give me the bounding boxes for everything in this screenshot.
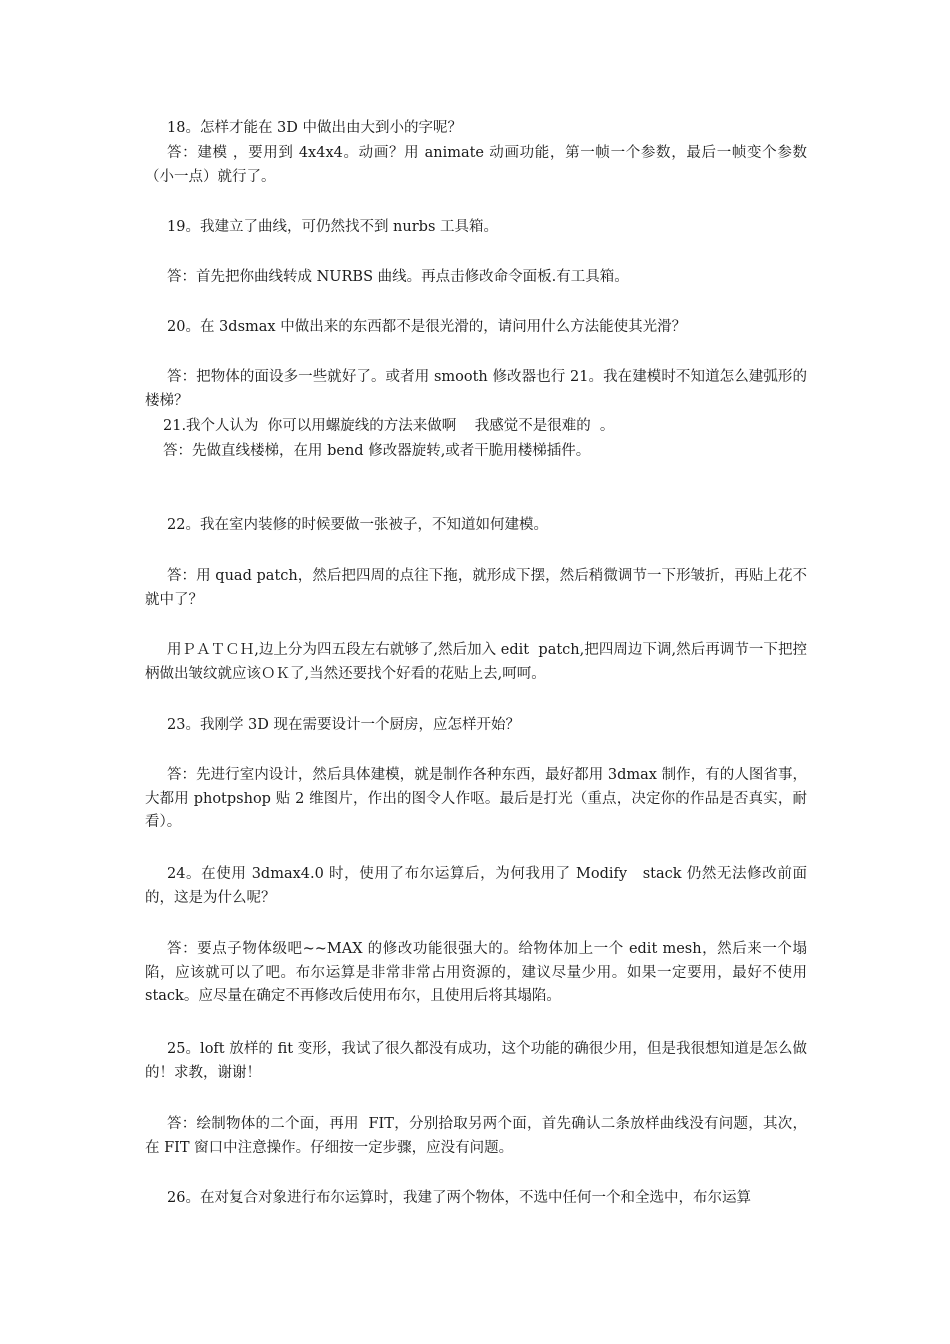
answer-25: 答：绘制物体的二个面，再用 FIT，分别拾取另两个面，首先确认二条放样曲线没有问题，其次，在 FIT 窗口中注意操作。仔细按一定步骤，应没有问题。	[145, 1116, 807, 1156]
answer-21-opinion: 21.我个人认为 你可以用螺旋线的方法来做啊 我感觉不是很难的 。	[163, 418, 615, 434]
question-26: 26。在对复合对象进行布尔运算时，我建了两个物体，不选中任何一个和全选中，布尔运算	[167, 1190, 751, 1206]
answer-24: 答：要点子物体级吧~~MAX 的修改功能很强大的。给物体加上一个 edit mesh，然后来一个塌陷，应该就可以了吧。布尔运算是非常非常占用资源的，建议尽量少用。如果一定要用，最好不使用 stack。应尽量在确定不再修改后使用布尔，且使用后将其塌陷。	[145, 941, 812, 1004]
answer-18: 答：建模 ，要用到 4x4x4。动画？用 animate 动画功能，第一帧一个参数，最后一帧变个参数（小一点）就行了。	[145, 145, 807, 185]
answer-21: 答：先做直线楼梯，在用 bend 修改器旋转,或者干脆用楼梯插件。	[163, 443, 591, 459]
question-22: 22。我在室内装修的时候要做一张被子，不知道如何建模。	[167, 517, 548, 533]
question-24: 24。在使用 3dmax4.0 时，使用了布尔运算后，为何我用了 Modify stack 仍然无法修改前面的，这是为什么呢？	[145, 866, 807, 906]
question-25: 25。loft 放样的 fit 变形，我试了很久都没有成功，这个功能的确很少用，但是我很想知道是怎么做的！求教，谢谢！	[145, 1041, 807, 1081]
question-23: 23。我刚学 3D 现在需要设计一个厨房，应怎样开始？	[167, 717, 521, 733]
answer-22: 答：用 quad patch，然后把四周的点往下拖，就形成下摆，然后稍微调节一下形皱折，再贴上花不就中了？	[145, 568, 807, 608]
answer-19: 答：首先把你曲线转成 NURBS 曲线。再点击修改命令面板.有工具箱。	[167, 269, 629, 285]
answer-23: 答：先进行室内设计，然后具体建模，就是制作各种东西，最好都用 3dmax 制作，有的人图省事，大都用 photpshop 贴 2 维图片，作出的图令人作呕。最后是打光（重点，决定你的作品是否真实，耐看）。	[145, 767, 807, 830]
answer-20: 答：把物体的面设多一些就好了。或者用 smooth 修改器也行 21。我在建模时不知道怎么建弧形的楼梯？	[145, 369, 807, 409]
question-19: 19。我建立了曲线，可仍然找不到 nurbs 工具箱。	[167, 219, 498, 235]
question-20: 20。在 3dsmax 中做出来的东西都不是很光滑的，请问用什么方法能使其光滑？	[167, 319, 687, 335]
answer-22-alt: 用ＰＡＴＣＨ,边上分为四五段左右就够了,然后加入 edit patch,把四周边下调,然后再调节一下把控柄做出皱纹就应该ＯＫ了,当然还要找个好看的花贴上去,呵呵。	[145, 642, 807, 682]
question-18: 18。怎样才能在 3D 中做出由大到小的字呢？	[167, 120, 463, 136]
